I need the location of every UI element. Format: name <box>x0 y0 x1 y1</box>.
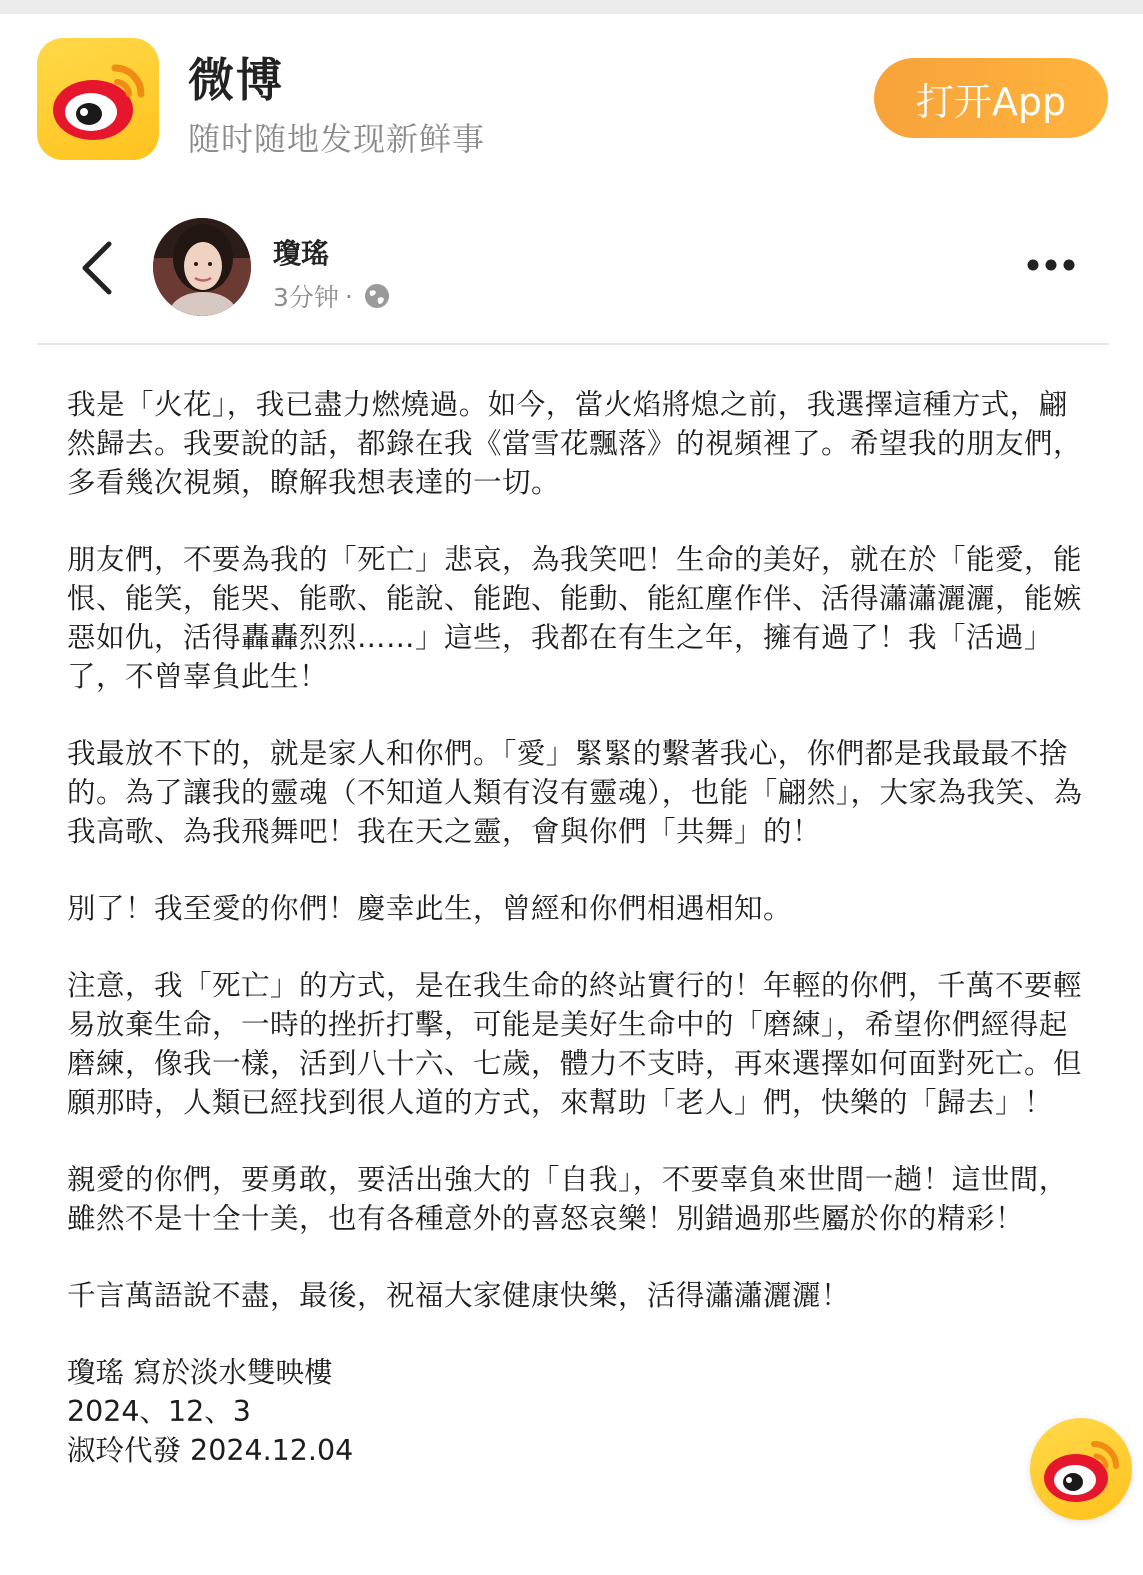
floating-weibo-logo-icon[interactable] <box>1030 1418 1132 1520</box>
post-paragraph: 千言萬語說不盡，最後，祝福大家健康快樂，活得瀟瀟灑灑！ <box>67 1279 851 1312</box>
app-name: 微博 <box>188 53 284 107</box>
post-time: 3分钟 <box>273 283 339 312</box>
author-name[interactable]: 瓊瑤 <box>273 237 330 270</box>
post-paragraph: 親愛的你們，要勇敢，要活出強大的「自我」，不要辜負來世間一趟！這世間，雖然不是十全十美，也有各種意外的喜怒哀樂！別錯過那些屬於你的精彩！ <box>67 1163 1068 1235</box>
meta-separator: · <box>344 281 353 311</box>
post-paragraph: 注意，我「死亡」的方式，是在我生命的終站實行的！年輕的你們，千萬不要輕易放棄生命，一時的挫折打擊，可能是美好生命中的「磨練」，希望你們經得起磨練，像我一樣，活到八十六、七歲，體力不支時，再來選擇如何面對死亡。但願那時，人類已經找到很人道的方式，來幫助「老人」們，快樂的「歸去」！ <box>67 969 1083 1119</box>
weibo-logo-icon[interactable] <box>37 38 159 160</box>
post-signature <box>67 1353 1087 1470</box>
signature-line: 瓊瑤 寫於淡水雙映樓 <box>67 1356 333 1389</box>
more-options-icon[interactable] <box>1027 258 1075 272</box>
open-app-button[interactable]: 打开App <box>874 58 1108 138</box>
app-slogan: 随时随地发现新鲜事 <box>188 120 486 158</box>
post-meta <box>273 278 391 314</box>
app-download-banner <box>0 14 1143 184</box>
signature-posted-by: 淑玲代發 2024.12.04 <box>67 1434 354 1467</box>
post-header <box>37 200 1109 345</box>
post-paragraph: 朋友們，不要為我的「死亡」悲哀，為我笑吧！生命的美好，就在於「能愛，能恨、能笑，能哭、能歌、能說、能跑、能動、能紅塵作伴、活得瀟瀟灑灑，能嫉惡如仇，活得轟轟烈烈……」這些，我都在有生之年，擁有過了！我「活過」了，不曾辜負此生！ <box>67 543 1083 693</box>
avatar[interactable] <box>153 218 251 316</box>
back-arrow-icon[interactable] <box>77 238 117 298</box>
globe-icon <box>363 282 391 310</box>
post-paragraph: 別了！我至愛的你們！慶幸此生，曾經和你們相遇相知。 <box>67 892 793 925</box>
post-paragraph: 我最放不下的，就是家人和你們。「愛」緊緊的繫著我心，你們都是我最最不捨的。為了讓我的靈魂（不知道人類有沒有靈魂），也能「翩然」，大家為我笑、為我高歌、為我飛舞吧！我在天之靈，會與你們「共舞」的！ <box>67 737 1083 848</box>
signature-date: 2024、12、3 <box>67 1395 251 1428</box>
post-body <box>67 385 1087 1470</box>
post-paragraph: 我是「火花」，我已盡力燃燒過。如今，當火焰將熄之前，我選擇這種方式，翩然歸去。我要說的話，都錄在我《當雪花飄落》的視頻裡了。希望我的朋友們，多看幾次視頻，瞭解我想表達的一切。 <box>67 388 1083 499</box>
status-strip <box>0 0 1143 14</box>
